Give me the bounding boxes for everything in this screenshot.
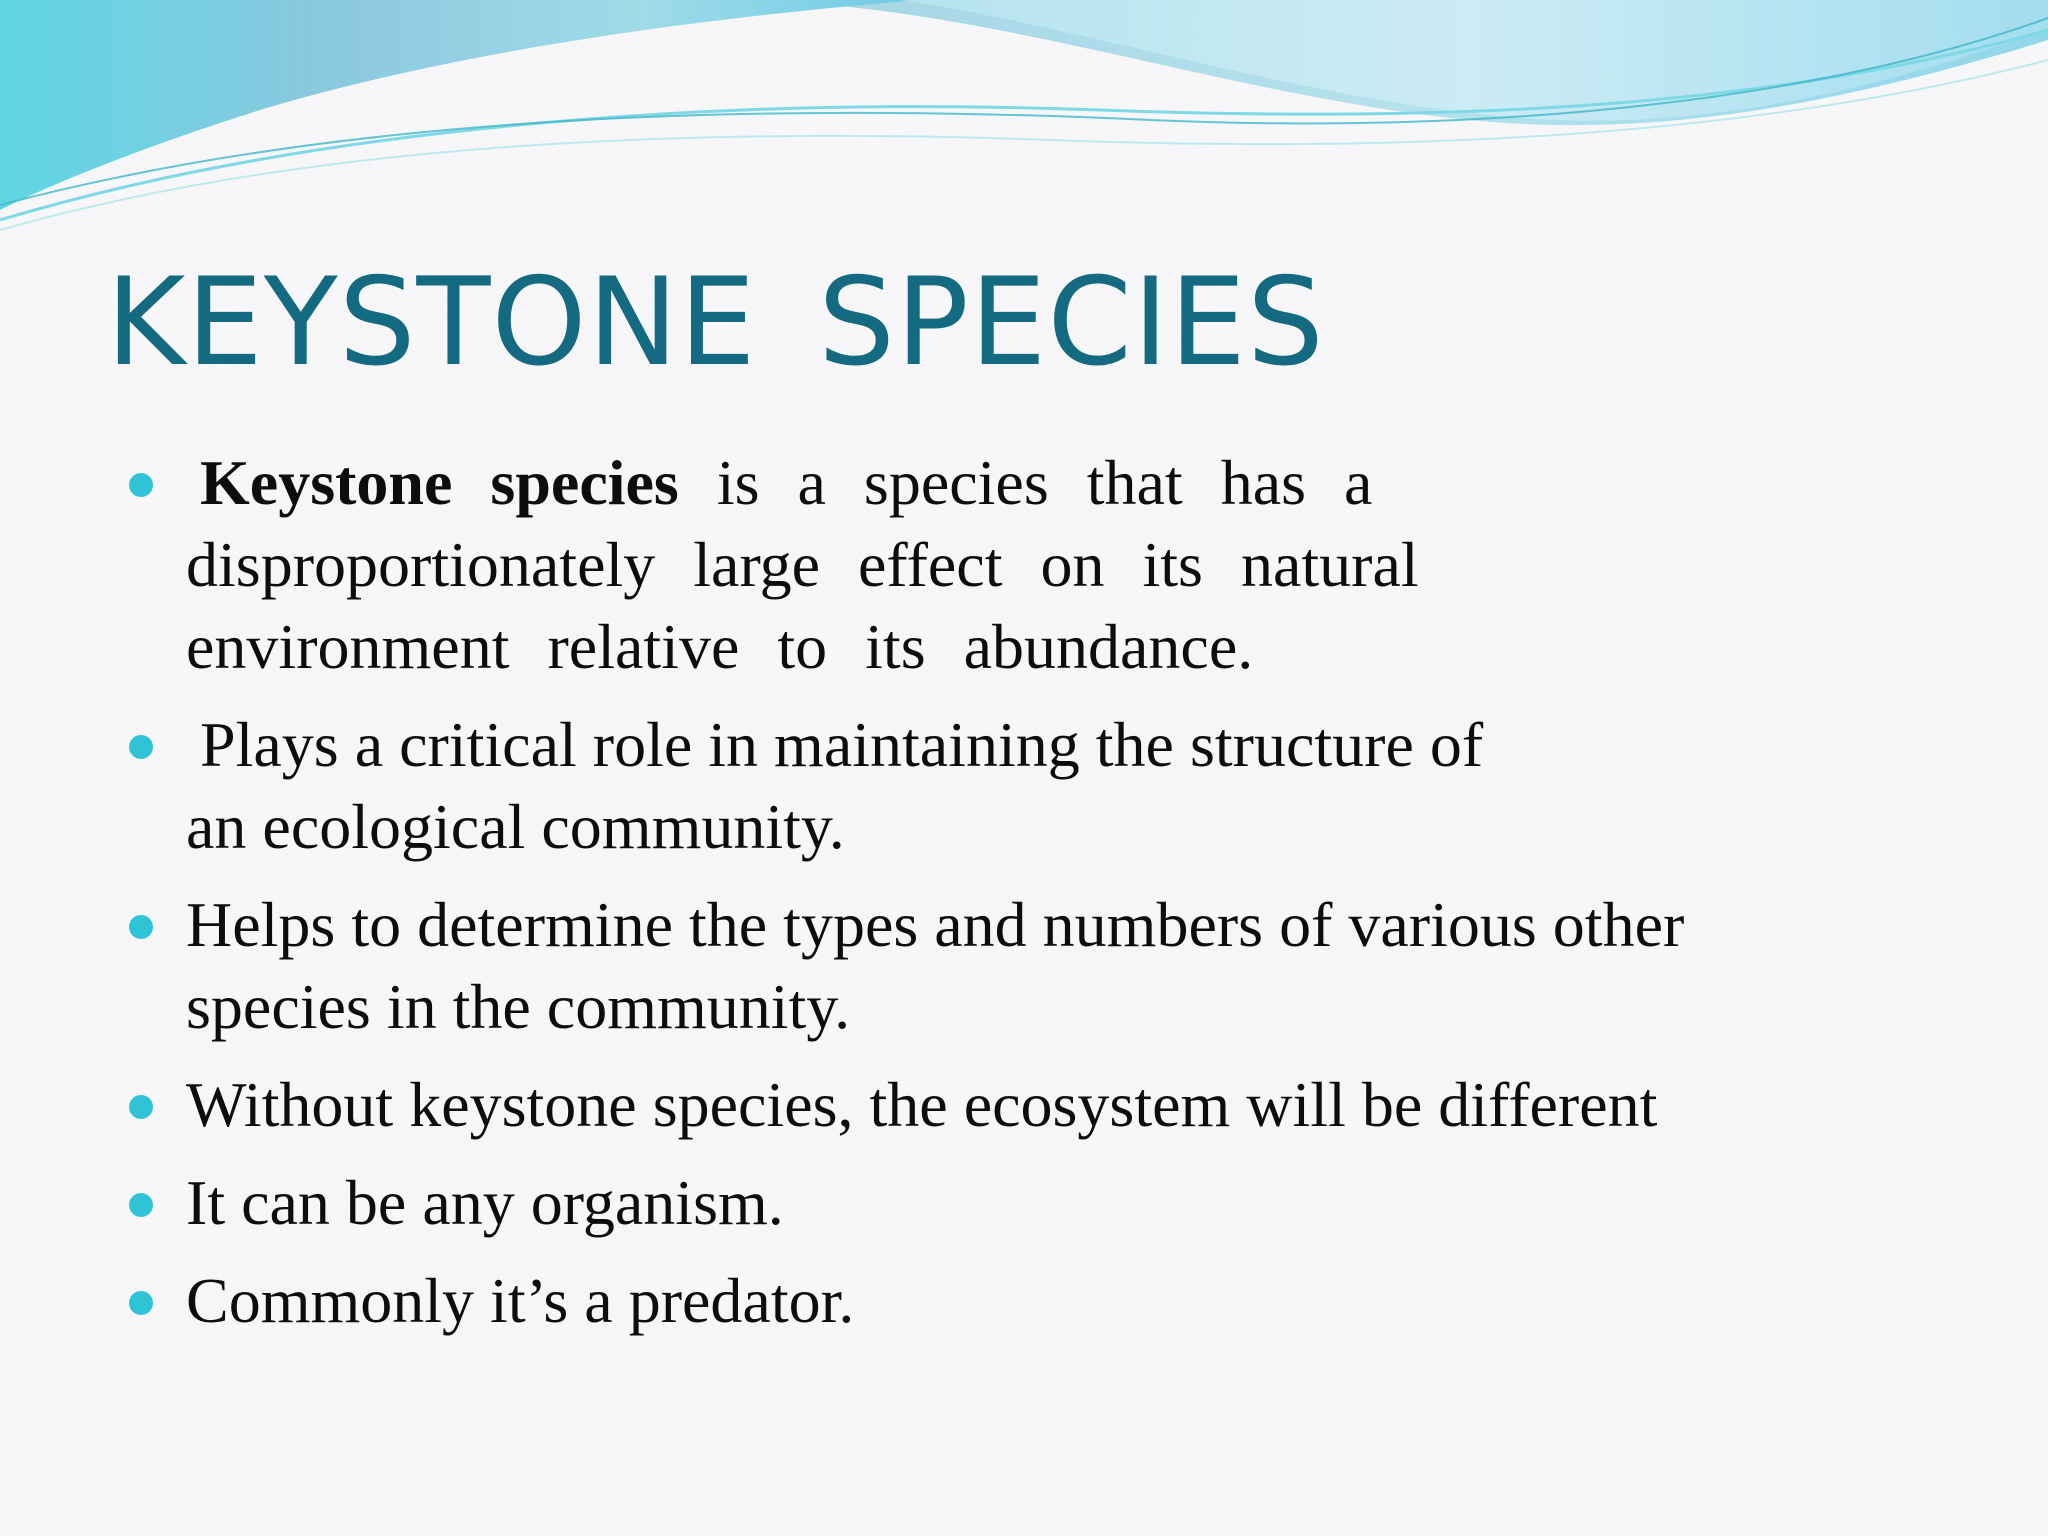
bullet-line: Without keystone species, the ecosystem will be different — [186, 1069, 1658, 1140]
decorative-wave-banner — [0, 0, 2048, 240]
bullet-line: disproportionately large effect on its natural — [186, 529, 1419, 600]
bullet-dot-icon — [129, 915, 153, 939]
bullet-item — [126, 1260, 1956, 1342]
bullet-line: Plays a critical role in maintaining the structure of — [200, 709, 1484, 780]
bullet-line: Helps to determine the types and numbers of various other — [186, 889, 1685, 960]
bullet-text: is a species that has a — [716, 447, 1373, 518]
bullet-item — [126, 442, 1956, 688]
bullet-item — [126, 1064, 1956, 1146]
bullet-dot-icon — [129, 1291, 153, 1315]
bullet-line — [186, 442, 1956, 524]
bullet-line: an ecological community. — [186, 791, 845, 862]
bold-term: Keystone species — [200, 447, 679, 518]
bullet-item — [126, 704, 1956, 868]
bullet-dot-icon — [129, 735, 153, 759]
bullet-dot-icon — [129, 1095, 153, 1119]
bullet-dot-icon — [129, 1193, 153, 1217]
bullet-line: It can be any organism. — [186, 1167, 784, 1238]
bullet-line: environment relative to its abundance. — [186, 611, 1254, 682]
bullet-line: species in the community. — [186, 971, 851, 1042]
bullet-list — [126, 442, 1956, 1342]
bullet-dot-icon — [129, 473, 153, 497]
slide-title: KEYSTONE SPECIES — [106, 252, 1325, 393]
bullet-item — [126, 1162, 1956, 1244]
bullet-line: Commonly it’s a predator. — [186, 1265, 855, 1336]
bullet-item — [126, 884, 1956, 1048]
